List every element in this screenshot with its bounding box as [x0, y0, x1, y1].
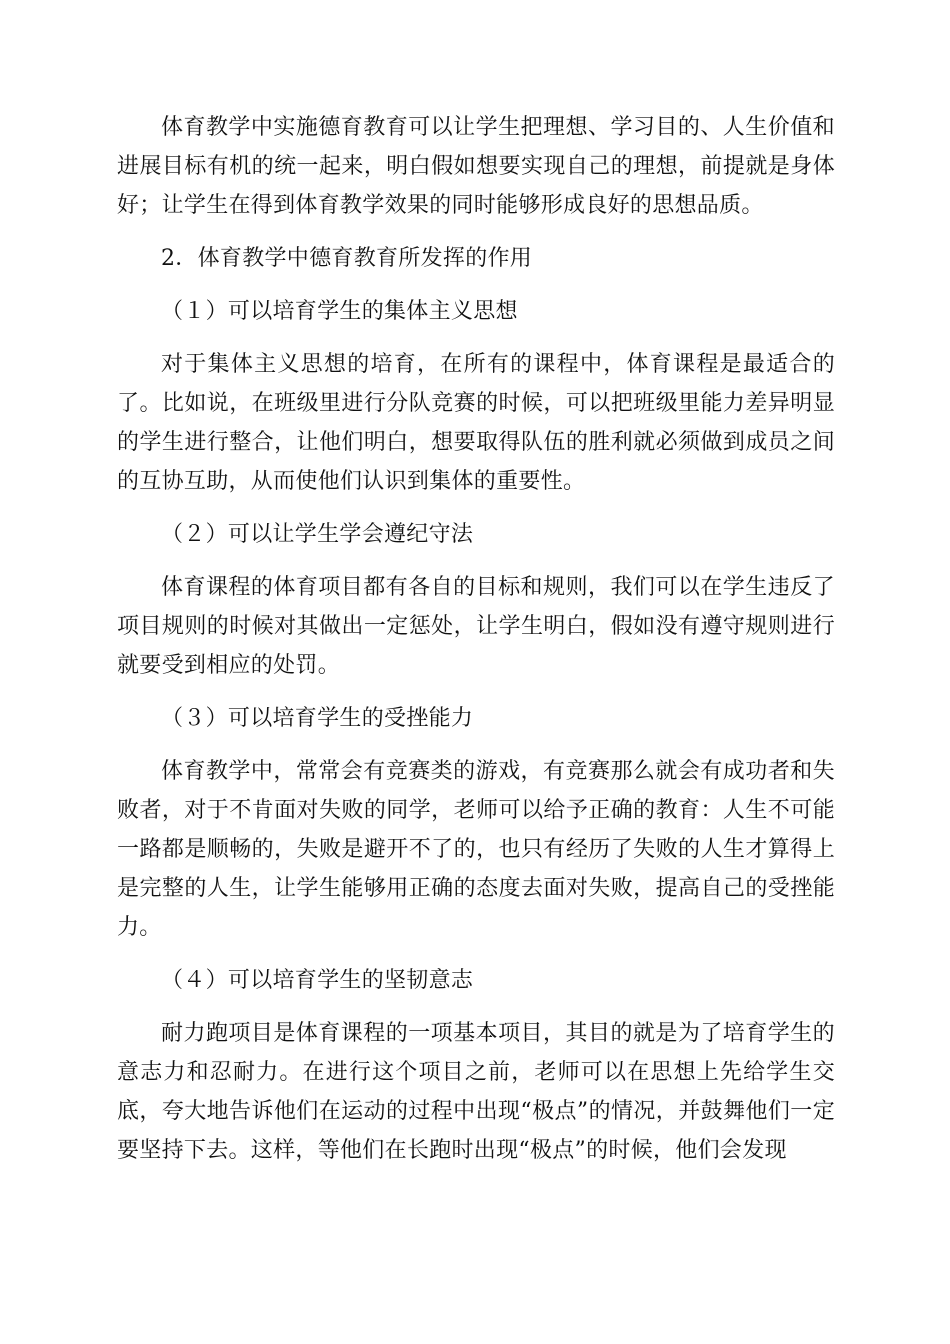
subheading-2-discipline: （２）可以让学生学会遵纪守法	[161, 522, 474, 547]
subheading-3-resilience: （３）可以培育学生的受挫能力	[161, 706, 474, 731]
paragraph-discipline: 体育课程的体育项目都有各自的目标和规则，我们可以在学生违反了项目规则的时候对其做出一定惩处，让学生明白，假如没有遵守规则进行就要受到相应的处罚。	[117, 575, 835, 678]
paragraph-willpower: 耐力跑项目是体育课程的一项基本项目，其目的就是为了培育学生的意志力和忍耐力。在进行这个项目之前，老师可以在思想上先给学生交底，夸大地告诉他们在运动的过程中出现“极点”的情况，并鼓舞他们一定要坚持下去。这样，等他们在长跑时出现“极点”的时候，他们会发现	[117, 1021, 835, 1163]
paragraph-resilience: 体育教学中，常常会有竞赛类的游戏，有竞赛那么就会有成功者和失败者，对于不肯面对失败的同学，老师可以给予正确的教育：人生不可能一路都是顺畅的，失败是避开不了的，也只有经历了失败的人生才算得上是完整的人生，让学生能够用正确的态度去面对失败，提高自己的受挫能力。	[117, 759, 835, 940]
subheading-1-collectivism: （１）可以培育学生的集体主义思想	[161, 299, 518, 324]
paragraph-moral-education-intro: 体育教学中实施德育教育可以让学生把理想、学习目的、人生价值和进展目标有机的统一起来，明白假如想要实现自己的理想，前提就是身体好；让学生在得到体育教学效果的同时能够形成良好的思想品质。	[117, 115, 835, 218]
document-body	[117, 108, 835, 1184]
section-heading-2: 2．体育教学中德育教育所发挥的作用	[161, 246, 533, 271]
subheading-4-willpower: （４）可以培育学生的坚韧意志	[161, 968, 474, 993]
paragraph-collectivism: 对于集体主义思想的培育，在所有的课程中，体育课程是最适合的了。比如说，在班级里进行分队竞赛的时候，可以把班级里能力差异明显的学生进行整合，让他们明白，想要取得队伍的胜利就必须做到成员之间的互协互助，从而使他们认识到集体的重要性。	[117, 352, 835, 494]
